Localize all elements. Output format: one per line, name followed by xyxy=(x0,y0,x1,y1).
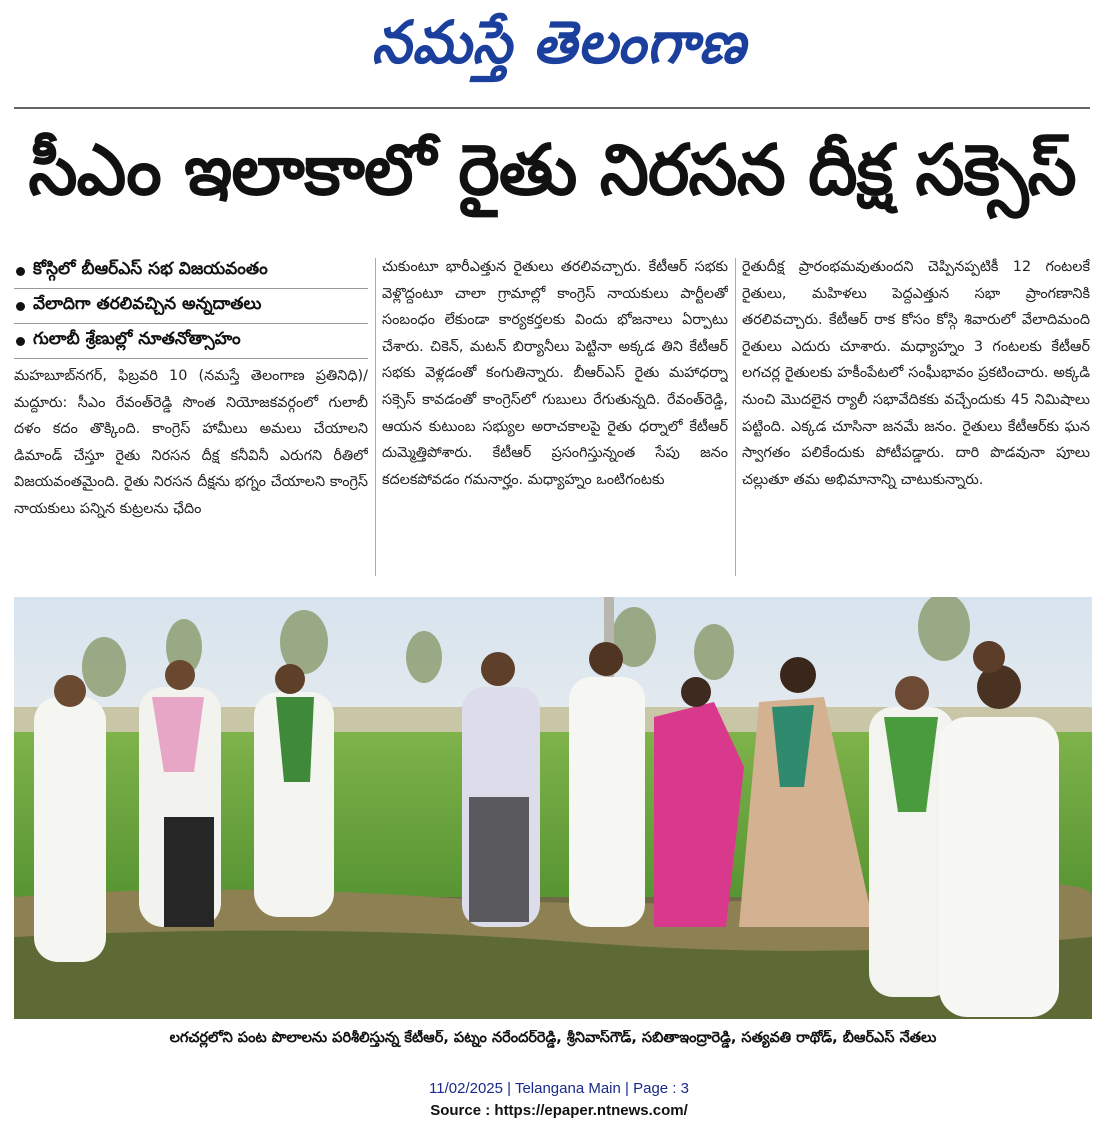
newspaper-logo: నమస్తే తెలంగాణ xyxy=(371,8,747,77)
article-column-3 xyxy=(742,254,1090,584)
highlight-text: వేలాదిగా తరలివచ్చిన అన్నదాతలు xyxy=(33,294,262,314)
highlight-item xyxy=(14,254,368,289)
highlight-item xyxy=(14,324,368,359)
edition-info: 11/02/2025 | Telangana Main | Page : 3 xyxy=(429,1080,689,1097)
article-text-col3: రైతుదీక్ష ప్రారంభమవుతుందని చెప్పినప్పటికీ 12 గంటలకే రైతులు, మహిళలు పెద్దఎత్తున సభా ప్రాంగణానికి తరలివచ్చారు. కేటీఆర్ రాక కోసం కోస్గి శివారులో వేలాదిమంది రైతులు ఎదురు చూశారు. మధ్యాహ్నం 3 గంటలకు కేటీఆర్ లగచర్ల రైతులకు హకీంపేటలో సంఘీభావం ప్రకటించారు. అక్కడి నుంచి మొదలైన ర్యాలీ సభావేదికకు వచ్చేందుకు 45 నిమిషాలు పట్టింది. ఎక్కడ చూసినా జనమే జనం. రైతులు కేటీఆర్‌కు ఘన స్వాగతం పలికేందుకు పోటీపడ్డారు. దారి పొడవునా పూలు చల్లుతూ తమ అభిమానాన్ని చాటుకున్నారు. xyxy=(742,259,1090,488)
photo-illustration xyxy=(14,597,1092,1019)
highlight-item xyxy=(14,289,368,324)
masthead-rule xyxy=(14,107,1090,109)
headline-text: సీఎం ఇలాకాలో రైతు నిరసన దీక్ష సక్సెస్ xyxy=(28,128,1076,211)
source-link[interactable]: Source : https://epaper.ntnews.com/ xyxy=(430,1102,688,1119)
article-text-col2: చుకుంటూ భారీఎత్తున రైతులు తరలివచ్చారు. కేటీఆర్ సభకు వెళ్లొద్దంటూ చాలా గ్రామాల్లో కాంగ్రెస్ నాయకులు పార్టీలతో సంబంధం లేకుండా కార్యకర్తలకు విందు భోజనాలు ఏర్పాటు చేశారు. చికెన్, మటన్ బిర్యానీలు పెట్టినా అక్కడ తిని కేటీఆర్ సభకు వెళ్లడంతో కంగుతిన్నారు. బీఆర్ఎస్ రైతు మహాధర్నా సక్సెస్ కావడంతో కాంగ్రెస్‌లో గుబులు రేగుతున్నది. రేవంత్‌రెడ్డి, ఆయన కుటుంబ సభ్యుల అరాచకాలపై రైతు ధర్నాలో కేటీఆర్ దుమ్మెత్తిపోశారు. కేటీఆర్ ప్రసంగిస్తున్నంత సేపు జనం కదలకపోవడం గమనార్హం. మధ్యాహ్నం ఒంటిగంటకు xyxy=(382,259,728,488)
highlight-text: గులాబీ శ్రేణుల్లో నూతనోత్సాహం xyxy=(33,329,241,349)
article-columns xyxy=(14,254,1090,584)
bullet-icon xyxy=(16,337,25,346)
article-column-2 xyxy=(382,254,728,584)
highlight-text: కోస్గిలో బీఆర్ఎస్ సభ విజయవంతం xyxy=(33,259,268,279)
bullet-icon xyxy=(16,302,25,311)
article-column-1 xyxy=(14,254,368,584)
photo-caption: లగచర్లలోని పంట పొలాలను పరిశీలిస్తున్న కేటీఆర్, పట్నం నరేందర్‌రెడ్డి, శ్రీనివాస్‌గౌడ్, సబితాఇంద్రారెడ్డి, సత్యవతి రాథోడ్, బీఆర్ఎస్ నేతలు xyxy=(169,1030,937,1046)
column-divider xyxy=(375,258,376,576)
masthead xyxy=(0,0,1118,100)
headline xyxy=(14,126,1090,230)
article-text-col1: మహబూబ్‌నగర్, ఫిబ్రవరి 10 (నమస్తే తెలంగాణ ప్రతినిధి)/మద్దూరు: సీఎం రేవంత్‌రెడ్డి సొంత నియోజకవర్గంలో గులాబీ దళం కదం తొక్కింది. కాంగ్రెస్ హామీలు అమలు చేయాలని డిమాండ్ చేస్తూ రైతు నిరసన దీక్ష కనీవినీ ఎరుగని రీతిలో విజయవంతమైంది. రైతు నిరసన దీక్షను భగ్నం చేయాలని కాంగ్రెస్ నాయకులు పన్నిన కుట్రలను ఛేదిం xyxy=(14,368,368,517)
page-footer xyxy=(0,1078,1118,1122)
bullet-icon xyxy=(16,267,25,276)
column-divider xyxy=(735,258,736,576)
news-photo xyxy=(14,597,1092,1019)
